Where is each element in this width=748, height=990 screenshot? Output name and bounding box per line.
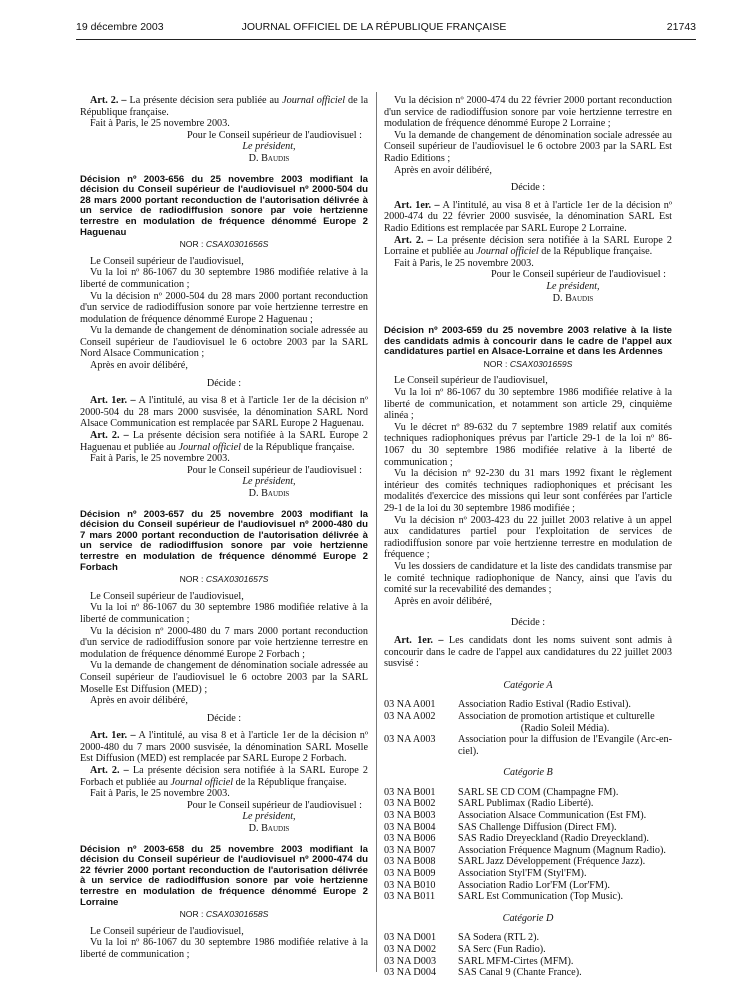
- list-item: 03 NA B006 SAS Radio Dreyeckland (Radio Dreyeckland).: [384, 833, 649, 845]
- paragraph: Après en avoir délibéré,: [90, 360, 188, 372]
- decide-heading: Décide :: [206, 377, 242, 389]
- nor-reference: NOR : CSAX0301657S: [179, 574, 269, 585]
- signature: D. Baudis: [248, 152, 290, 164]
- signature: D. Baudis: [248, 488, 290, 499]
- article-1: Art. 1er. – Les candidats dont les noms suivent sont admis à concourir dans le cadre de l'appel aux candidatures du 22 juillet 2003 susvisé :: [384, 634, 673, 670]
- list-item: 03 NA A001 Association Radio Estival (Radio Estival).: [384, 699, 631, 711]
- paragraph: Vu la décision nº 92-230 du 31 mars 1992 fixant le règlement intérieur des comités techniques radiophoniques et précisant les modalités d'exercice des missions qui leur sont conférées par l'article 29-1 de la loi du 30 septembre 1986 modifiée ;: [384, 468, 672, 514]
- list-item: 03 NA D001 SA Sodera (RTL 2).: [384, 932, 540, 944]
- header-rule: [76, 39, 696, 40]
- list-item: 03 NA B011 SARL Est Communication (Top Music).: [384, 891, 624, 903]
- article-2: Art. 2. – La présente décision sera notifiée à la SARL Europe 2 Lorraine et publiée au Journal officiel de la République française.: [384, 234, 672, 258]
- paragraph: Le Conseil supérieur de l'audiovisuel,: [90, 925, 244, 937]
- paragraph: Vu la décision nº 2000-474 du 22 février 2000 portant reconduction d'un service de radiodiffusion sonore par voie hertzienne terrestre en modulation de fréquence dénommé Europe 2 Lorraine ;: [384, 95, 672, 130]
- pour-line: Pour le Conseil supérieur de l'audiovisuel :: [491, 269, 666, 281]
- category-d-heading: Catégorie D: [502, 912, 554, 924]
- category-b-list: [384, 787, 672, 903]
- decision-658: [80, 845, 368, 961]
- decision-657: [80, 510, 368, 835]
- fait-line: Fait à Paris, le 25 novembre 2003.: [90, 788, 230, 800]
- category-a-heading: Catégorie A: [503, 679, 553, 691]
- pour-line: Pour le Conseil supérieur de l'audiovisuel :: [187, 129, 362, 141]
- signature: D. Baudis: [248, 823, 290, 835]
- paragraph: Après en avoir délibéré,: [394, 595, 492, 607]
- list-item: 03 NA D002 SA Serc (Fun Radio).: [384, 944, 546, 955]
- fait-line: Fait à Paris, le 25 novembre 2003.: [394, 257, 534, 269]
- paragraph: Vu la décision nº 2000-504 du 28 mars 2000 portant reconduction d'un service de radiodiffusion sonore par voie hertzienne terrestre en modulation de fréquence dénommé Europe 2 Haguenau ;: [80, 290, 368, 325]
- decision-title: Décision nº 2003-657 du 25 novembre 2003 modifiant la décision du Conseil supérieur de l'audiovisuel nº 2000-480 du 7 mars 2000 portant reconduction de l'autorisation délivrée à un service de radiodiffusion sonore par voie hertzienne terrestre en modulation de fréquence dénommé Europe 2 Forbach: [80, 508, 368, 573]
- president-line: Le président,: [242, 141, 296, 153]
- column-divider: [376, 92, 377, 972]
- category-b-heading: Catégorie B: [503, 767, 553, 779]
- decision-title: Décision nº 2003-658 du 25 novembre 2003 modifiant la décision du Conseil supérieur de l'audiovisuel nº 2000-474 du 22 février 2000 portant reconduction de l'autorisation délivrée à un service de radiodiffusion sonore par voie hertzienne terrestre en modulation de fréquence dénommé Europe 2 Lorraine: [80, 843, 368, 908]
- category-a-list: [384, 699, 672, 757]
- paragraph: Vu le décret nº 89-632 du 7 septembre 1989 relatif aux comités techniques radiophoniques prévus par l'article 29-1 de la loi nº 86-1067 du 30 septembre 1986 modifiée relative à la liberté de communication ;: [384, 421, 672, 468]
- pour-line: Pour le Conseil supérieur de l'audiovisuel :: [187, 799, 362, 811]
- paragraph: Le Conseil supérieur de l'audiovisuel,: [394, 375, 548, 387]
- list-item: 03 NA B009 Association Styl'FM (Styl'FM).: [384, 868, 587, 880]
- nor-reference: NOR : CSAX0301656S: [179, 239, 269, 250]
- list-item: 03 NA B001 SARL SE CD COM (Champagne FM).: [384, 786, 619, 798]
- paragraph: Vu les dossiers de candidature et la liste des candidats transmise par le comité technique radiophonique de Nancy, ainsi que l'avis du comité sur la recevabilité des demandes ;: [384, 560, 672, 596]
- article-2: Art. 2. – La présente décision sera notifiée à la SARL Europe 2 Haguenau et publiée au Journal officiel de la République française.: [80, 430, 368, 453]
- category-d-list: [384, 932, 672, 978]
- paragraph: Le Conseil supérieur de l'audiovisuel,: [90, 255, 244, 267]
- right-column: [384, 95, 672, 979]
- paragraph: Après en avoir délibéré,: [394, 164, 492, 176]
- pour-line: Pour le Conseil supérieur de l'audiovisuel :: [187, 464, 362, 476]
- paragraph: Vu la décision nº 2000-480 du 7 mars 2000 portant reconduction d'un service de radiodiffusion sonore par voie hertzienne terrestre en modulation de fréquence dénommé Europe 2 Forbach ;: [80, 625, 368, 660]
- fait-line: Fait à Paris, le 25 novembre 2003.: [90, 118, 230, 130]
- paragraph: Vu la loi nº 86-1067 du 30 septembre 1986 modifiée relative à la liberté de communication, et notamment son article 29, cinquième alinéa ;: [384, 387, 672, 422]
- president-line: Le président,: [242, 476, 296, 488]
- left-column: [80, 95, 368, 961]
- decide-heading: Décide :: [206, 712, 242, 724]
- paragraph: Vu la loi nº 86-1067 du 30 septembre 1986 modifiée relative à la liberté de communication ;: [80, 267, 368, 290]
- decide-heading: Décide :: [510, 617, 546, 629]
- president-line: Le président,: [546, 280, 600, 292]
- decide-heading: Décide :: [510, 182, 546, 194]
- paragraph: Vu la décision nº 2003-423 du 22 juillet 2003 relative à un appel aux candidatures partiel pour l'exploitation de services de radiodiffusion sonore par voie hertzienne terrestre en modulation de fréquence ;: [384, 514, 672, 561]
- list-item: 03 NA B004 SAS Challenge Diffusion (Direct FM).: [384, 821, 617, 833]
- decision-title: Décision nº 2003-656 du 25 novembre 2003 modifiant la décision du Conseil supérieur de l'audiovisuel nº 2000-504 du 28 mars 2000 portant reconduction de l'autorisation délivrée à un service de radiodiffusion sonore par voie hertzienne terrestre en modulation de fréquence dénommé Europe 2 Haguenau: [80, 173, 368, 238]
- article-1: Art. 1er. – A l'intitulé, au visa 8 et à l'article 1er de la décision nº 2000-474 du 22 février 2000 susvisée, la dénomination SARL Est Radio Editions est remplacée par SARL Europe 2 Lorraine.: [384, 199, 672, 234]
- article-1: Art. 1er. – A l'intitulé, au visa 8 et à l'article 1er de la décision nº 2000-480 du 7 mars 2000 susvisée, la dénomination SARL Moselle Est Diffusion (MED) est remplacée par SARL Europe 2 Forbach.: [80, 730, 368, 765]
- list-item: 03 NA B010 Association Radio Lor'FM (Lor'FM).: [384, 879, 610, 891]
- paragraph: Vu la demande de changement de dénomination sociale adressée au Conseil supérieur de l'audiovisuel le 6 octobre 2003 par la SARL Moselle Est Diffusion (MED) ;: [80, 660, 368, 695]
- list-item: 03 NA A002 Association de promotion artistique et culturelle (Radio Soleil Média).: [384, 710, 655, 734]
- list-item: 03 NA D004 SAS Canal 9 (Chante France).: [384, 967, 582, 979]
- paragraph: Art. 2. – La présente décision sera publiée au Journal officiel de la République française.: [80, 95, 368, 118]
- list-item: 03 NA B008 SARL Jazz Développement (Fréquence Jazz).: [384, 856, 646, 868]
- paragraph: Vu la demande de changement de dénomination sociale adressée au Conseil supérieur de l'audiovisuel le 6 octobre 2003 par la SARL Est Radio Editions ;: [384, 129, 672, 164]
- article-1: Art. 1er. – A l'intitulé, au visa 8 et à l'article 1er de la décision nº 2000-504 du 28 mars 2000 susvisée, la dénomination SARL Nord Alsace Communication est remplacée par SARL Europe 2 Haguenau.: [80, 395, 368, 430]
- list-item: 03 NA B003 Association Alsace Communication (Est FM).: [384, 810, 647, 822]
- header-journal-title: JOURNAL OFFICIEL DE LA RÉPUBLIQUE FRANÇAISE: [241, 21, 507, 33]
- header-page-number: 21743: [666, 21, 696, 33]
- paragraph: Le Conseil supérieur de l'audiovisuel,: [90, 590, 244, 602]
- decision-656: [80, 175, 368, 500]
- header-date: 19 décembre 2003: [76, 21, 164, 33]
- fait-line: Fait à Paris, le 25 novembre 2003.: [90, 453, 230, 465]
- nor-reference: NOR : CSAX0301659S: [483, 358, 573, 369]
- paragraph: Vu la loi nº 86-1067 du 30 septembre 1986 modifiée relative à la liberté de communication ;: [80, 602, 368, 625]
- president-line: Le président,: [242, 811, 296, 823]
- decision-title: Décision nº 2003-659 du 25 novembre 2003 relative à la liste des candidats admis à concourir dans le cadre de l'appel aux candidatures partiel en Alsace-Lorraine et dans les Ardennes: [384, 325, 672, 358]
- decision-659: [384, 326, 672, 979]
- list-item: 03 NA B002 SARL Publimax (Radio Liberté).: [384, 798, 594, 810]
- list-item: 03 NA A003 Association pour la diffusion de l'Evangile (Arc-en-ciel).: [384, 734, 672, 757]
- nor-reference: NOR : CSAX0301658S: [179, 909, 269, 920]
- paragraph: Vu la demande de changement de dénomination sociale adressée au Conseil supérieur de l'audiovisuel le 6 octobre 2003 par la SARL Nord Alsace Communication ;: [80, 325, 368, 360]
- list-item: 03 NA D003 SARL MFM-Cirtes (MFM).: [384, 955, 574, 967]
- page-header: [0, 0, 748, 40]
- paragraph: Après en avoir délibéré,: [90, 695, 188, 707]
- signature: D. Baudis: [552, 292, 594, 304]
- article-2: Art. 2. – La présente décision sera notifiée à la SARL Europe 2 Forbach et publiée au Journal officiel de la République française.: [80, 765, 368, 788]
- list-item: 03 NA B007 Association Fréquence Magnum (Magnum Radio).: [384, 844, 666, 856]
- paragraph: Vu la loi nº 86-1067 du 30 septembre 1986 modifiée relative à la liberté de communication ;: [80, 937, 368, 960]
